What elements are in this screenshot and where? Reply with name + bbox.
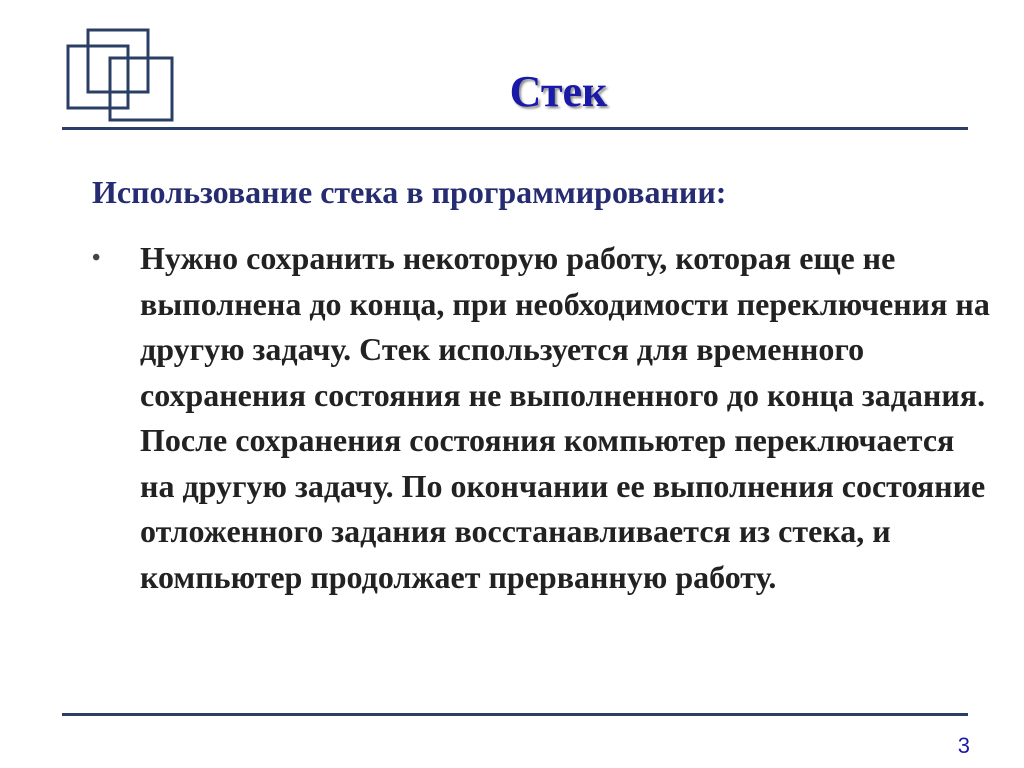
bullet-dot-icon: • xyxy=(92,245,101,271)
bullet-item xyxy=(92,236,992,600)
title-divider xyxy=(62,127,968,130)
footer-divider xyxy=(62,713,968,716)
slide-subheading: Использование стека в программировании: xyxy=(92,174,727,210)
bullet-text xyxy=(129,236,992,600)
slide-title: Стек xyxy=(509,67,608,116)
bullet-text-content: Нужно сохранить некоторую работу, которая еще не выполнена до конца, при необходимости переключения на другую задачу. Стек используется для временного сохранения состояния не выполненного до конца задания. После сохранения состояния компьютер переключается на другую задачу. По окончании ее выполнения состояние отложенного задания восстанавливается из стека, и компьютер продолжает прерванную работу. xyxy=(140,240,990,595)
page-number: 3 xyxy=(957,733,970,758)
bullet-list xyxy=(92,236,992,600)
